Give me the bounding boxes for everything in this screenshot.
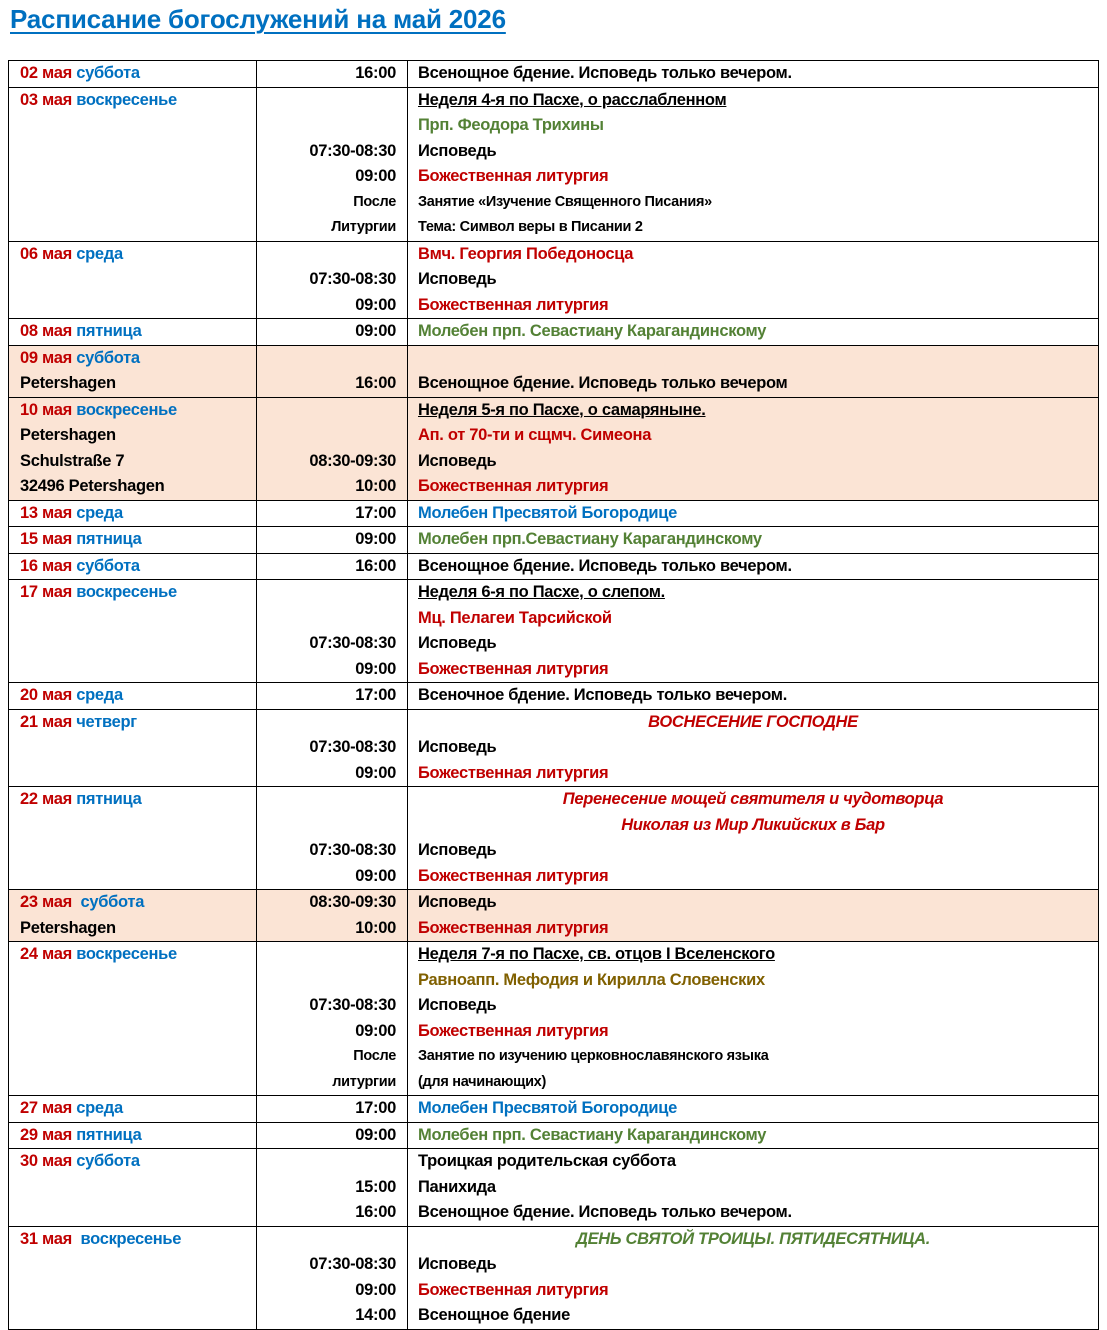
schedule-row <box>9 1122 1099 1149</box>
date-cell <box>9 942 257 1096</box>
event-line: Божественная литургия <box>418 1021 609 1040</box>
month-name: мая <box>37 530 77 548</box>
day-number: 22 <box>20 790 38 808</box>
schedule-row <box>9 1096 1099 1123</box>
date-cell <box>9 890 257 942</box>
place-line: Schulstraße 7 <box>20 451 125 470</box>
time-line: 09:00 <box>355 659 396 678</box>
month-name: мая <box>37 244 77 263</box>
time-cell <box>257 527 408 554</box>
day-number: 15 <box>20 530 38 548</box>
event-line: Вмч. Георгия Победоносца <box>418 244 634 263</box>
time-line: 07:30-08:30 <box>309 841 396 859</box>
date-line <box>9 1227 256 1253</box>
month-name: мая <box>37 90 77 109</box>
time-line: 07:30-08:30 <box>309 996 396 1014</box>
schedule-row <box>9 787 1099 890</box>
schedule-row <box>9 553 1099 580</box>
day-number: 23 <box>20 893 38 911</box>
weekday-name: воскресенье <box>76 400 177 419</box>
time-line: 16:00 <box>355 556 396 575</box>
event-line: Всеночное бдение. Исповедь только вечером. <box>418 686 787 704</box>
time-line <box>257 242 407 268</box>
weekday-name: среда <box>76 244 123 263</box>
time-line <box>257 942 407 968</box>
page-title: Расписание богослужений на май 2026 <box>10 4 506 34</box>
date-cell <box>9 61 257 88</box>
event-cell <box>408 1096 1099 1123</box>
event-line: Божественная литургия <box>418 866 609 885</box>
event-cell <box>408 319 1099 346</box>
date-line <box>9 683 256 709</box>
month-name: мая <box>37 400 77 419</box>
time-line: 09:00 <box>355 1021 396 1040</box>
time-line: 09:00 <box>355 763 396 782</box>
time-cell <box>257 580 408 683</box>
event-line: Всенощное бдение <box>418 1306 570 1324</box>
time-line <box>257 346 407 372</box>
weekday-name: суббота <box>80 893 145 911</box>
time-line <box>257 423 407 449</box>
date-line <box>9 1096 256 1122</box>
time-line: Литургии <box>331 219 396 235</box>
day-number: 09 <box>20 348 38 367</box>
event-cell <box>408 61 1099 88</box>
event-line: Исповедь <box>418 841 497 859</box>
time-line: 07:30-08:30 <box>309 141 396 160</box>
time-line: После <box>353 1048 396 1064</box>
event-cell <box>408 553 1099 580</box>
event-line: Исповедь <box>418 893 497 911</box>
time-line: 16:00 <box>355 1203 396 1221</box>
place-line: Petershagen <box>20 918 116 937</box>
month-name: мая <box>37 790 77 808</box>
event-line: Неделя 5-я по Пасхе, о самаряныне. <box>418 400 706 419</box>
date-cell <box>9 345 257 397</box>
date-line <box>9 242 256 268</box>
time-cell <box>257 1122 408 1149</box>
date-line <box>9 554 256 580</box>
weekday-name: пятница <box>76 530 142 548</box>
month-name: мая <box>37 556 77 575</box>
event-line: Божественная литургия <box>418 167 609 185</box>
event-line: Всенощное бдение. Исповедь только вечером. <box>418 556 792 575</box>
date-cell <box>9 1122 257 1149</box>
event-line: Божественная литургия <box>418 295 609 314</box>
event-line: Панихида <box>418 1177 496 1196</box>
time-cell <box>257 683 408 710</box>
schedule-row <box>9 319 1099 346</box>
event-line: Занятие по изучению церковнославянского языка <box>418 1048 769 1064</box>
time-cell <box>257 553 408 580</box>
date-cell <box>9 527 257 554</box>
schedule-row <box>9 709 1099 787</box>
event-line: (для начинающих) <box>418 1073 546 1090</box>
time-line: 07:30-08:30 <box>309 738 396 756</box>
event-cell <box>408 241 1099 319</box>
place-line: Petershagen <box>20 374 116 392</box>
date-line <box>9 787 256 813</box>
month-name: мая <box>37 64 77 82</box>
weekday-name: четверг <box>76 712 137 731</box>
time-line <box>257 88 407 114</box>
weekday-name: суббота <box>76 64 140 82</box>
month-name: мая <box>37 945 77 963</box>
weekday-name: суббота <box>76 348 140 367</box>
date-line <box>9 319 256 345</box>
date-cell <box>9 1149 257 1227</box>
schedule-row <box>9 942 1099 1096</box>
event-cell <box>408 683 1099 710</box>
month-name: мая <box>37 1125 77 1144</box>
event-line: Исповедь <box>418 451 497 470</box>
weekday-name: воскресенье <box>76 945 177 963</box>
day-number: 08 <box>20 322 38 340</box>
time-line: 08:30-09:30 <box>309 893 396 911</box>
date-line <box>9 1123 256 1149</box>
time-line: 09:00 <box>355 295 396 314</box>
month-name: мая <box>37 712 77 731</box>
day-number: 29 <box>20 1125 38 1144</box>
event-line: Исповедь <box>418 1255 497 1273</box>
event-line: Исповедь <box>418 996 497 1014</box>
date-cell <box>9 319 257 346</box>
event-line: Неделя 7-я по Пасхе, св. отцов I Вселенского <box>418 945 775 963</box>
date-line <box>9 710 256 736</box>
time-cell <box>257 345 408 397</box>
event-line: Исповедь <box>418 270 497 288</box>
event-line: Прп. Феодора Трихины <box>418 116 604 134</box>
time-line: После <box>353 193 396 210</box>
day-number: 30 <box>20 1152 38 1170</box>
place-line: 32496 Petershagen <box>20 477 165 495</box>
event-line: ВОСНЕСЕНИЕ ГОСПОДНЕ <box>648 712 858 731</box>
date-line <box>9 942 256 968</box>
month-name: мая <box>37 893 81 911</box>
schedule-row <box>9 397 1099 500</box>
time-line: 17:00 <box>355 1099 396 1117</box>
time-line <box>257 968 407 994</box>
date-cell <box>9 1226 257 1329</box>
time-line: литургии <box>332 1073 396 1090</box>
time-line: 09:00 <box>355 1125 396 1144</box>
date-cell <box>9 683 257 710</box>
event-line: Всенощное бдение. Исповедь только вечером. <box>418 1203 792 1221</box>
weekday-name: пятница <box>76 790 142 808</box>
event-line: Неделя 6-я по Пасхе, о слепом. <box>418 583 665 601</box>
schedule-row <box>9 1149 1099 1227</box>
time-line <box>257 580 407 606</box>
day-number: 02 <box>20 64 38 82</box>
time-line <box>257 787 407 813</box>
event-line: Божественная литургия <box>418 1280 609 1299</box>
day-number: 13 <box>20 503 38 522</box>
event-cell <box>408 942 1099 1096</box>
event-cell <box>408 787 1099 890</box>
weekday-name: пятница <box>76 322 142 340</box>
schedule-row <box>9 61 1099 88</box>
weekday-name: воскресенье <box>76 583 177 601</box>
date-cell <box>9 580 257 683</box>
event-line: Исповедь <box>418 634 497 652</box>
time-line: 07:30-08:30 <box>309 270 396 288</box>
event-line: ДЕНЬ СВЯТОЙ ТРОИЦЫ. ПЯТИДЕСЯТНИЦА. <box>575 1229 931 1248</box>
event-line: Мц. Пелагеи Тарсийской <box>418 608 612 627</box>
schedule-row <box>9 683 1099 710</box>
date-line <box>9 346 256 372</box>
day-number: 31 <box>20 1229 38 1248</box>
time-line: 17:00 <box>355 686 396 704</box>
time-line: 09:00 <box>355 167 396 185</box>
time-line: 17:00 <box>355 503 396 522</box>
event-line: Исповедь <box>418 141 497 160</box>
date-line <box>9 1149 256 1175</box>
date-cell <box>9 1096 257 1123</box>
event-cell <box>408 1226 1099 1329</box>
event-line: Всенощное бдение. Исповедь только вечером. <box>418 64 792 82</box>
date-cell <box>9 397 257 500</box>
month-name: мая <box>37 348 77 367</box>
event-line: Троицкая родительская суббота <box>418 1152 676 1170</box>
schedule-row <box>9 1226 1099 1329</box>
event-line: Молебен Пресвятой Богородице <box>418 1099 678 1117</box>
time-line: 07:30-08:30 <box>309 634 396 652</box>
time-line <box>257 1149 407 1175</box>
time-line <box>257 1227 407 1253</box>
month-name: мая <box>37 1152 77 1170</box>
month-name: мая <box>37 1099 77 1117</box>
time-line: 09:00 <box>355 866 396 885</box>
time-line: 15:00 <box>355 1177 396 1196</box>
time-cell <box>257 319 408 346</box>
event-line: Неделя 4-я по Пасхе, о расслабленном <box>418 90 727 109</box>
event-cell <box>408 500 1099 527</box>
event-line: Всенощное бдение. Исповедь только вечером <box>418 374 788 392</box>
time-line: 09:00 <box>355 322 396 340</box>
time-line: 08:30-09:30 <box>309 451 396 470</box>
time-line <box>257 710 407 736</box>
day-number: 24 <box>20 945 38 963</box>
schedule-row <box>9 500 1099 527</box>
time-cell <box>257 61 408 88</box>
place-line: Petershagen <box>20 426 116 444</box>
date-line <box>9 88 256 114</box>
day-number: 06 <box>20 244 38 263</box>
weekday-name: воскресенье <box>76 90 177 109</box>
day-number: 20 <box>20 686 38 704</box>
date-line <box>9 580 256 606</box>
event-line: Молебен прп.Севастиану Карагандинскому <box>418 530 762 548</box>
month-name: мая <box>37 583 77 601</box>
date-cell <box>9 87 257 241</box>
time-cell <box>257 1149 408 1227</box>
event-line: Божественная литургия <box>418 763 609 782</box>
day-number: 10 <box>20 400 38 419</box>
time-line: 07:30-08:30 <box>309 1255 396 1273</box>
date-cell <box>9 787 257 890</box>
event-line: Перенесение мощей святителя и чудотворца <box>562 790 944 808</box>
day-number: 16 <box>20 556 38 575</box>
date-cell <box>9 709 257 787</box>
event-cell <box>408 890 1099 942</box>
time-line: 16:00 <box>355 64 396 82</box>
time-cell <box>257 397 408 500</box>
event-cell <box>408 580 1099 683</box>
date-line <box>9 501 256 527</box>
time-line: 10:00 <box>355 918 396 937</box>
weekday-name: среда <box>76 503 123 522</box>
schedule-row <box>9 890 1099 942</box>
date-line <box>9 61 256 87</box>
month-name: мая <box>37 322 77 340</box>
time-line: 16:00 <box>355 374 396 392</box>
schedule-row <box>9 527 1099 554</box>
weekday-name: среда <box>76 686 123 704</box>
date-cell <box>9 241 257 319</box>
event-cell <box>408 1149 1099 1227</box>
time-cell <box>257 241 408 319</box>
day-number: 21 <box>20 712 38 731</box>
month-name: мая <box>37 686 77 704</box>
event-line <box>408 346 1098 372</box>
time-line <box>257 813 407 839</box>
event-line: Занятие «Изучение Священного Писания» <box>418 193 712 210</box>
time-cell <box>257 1096 408 1123</box>
date-line <box>9 398 256 424</box>
time-line <box>257 113 407 139</box>
schedule-table <box>8 60 1099 1330</box>
time-cell <box>257 787 408 890</box>
day-number: 27 <box>20 1099 38 1117</box>
time-cell <box>257 1226 408 1329</box>
event-line: Молебен Пресвятой Богородице <box>418 503 678 522</box>
month-name: мая <box>37 1229 81 1248</box>
time-line <box>257 606 407 632</box>
weekday-name: воскресенье <box>80 1229 182 1248</box>
date-line <box>9 890 256 916</box>
event-cell <box>408 1122 1099 1149</box>
day-number: 17 <box>20 583 38 601</box>
event-line: Тема: Символ веры в Писании 2 <box>418 219 643 235</box>
event-cell <box>408 87 1099 241</box>
date-line <box>9 527 256 553</box>
time-line: 14:00 <box>355 1306 396 1324</box>
event-line: Божественная литургия <box>418 659 609 678</box>
schedule-row <box>9 580 1099 683</box>
weekday-name: суббота <box>76 1152 140 1170</box>
schedule-row <box>9 241 1099 319</box>
event-line: Молебен прп. Севастиану Карагандинскому <box>418 322 767 340</box>
event-line: Равноапп. Мефодия и Кирилла Словенских <box>418 970 765 989</box>
time-cell <box>257 890 408 942</box>
event-line: Николая из Мир Ликийских в Бар <box>621 815 885 834</box>
weekday-name: суббота <box>76 556 140 575</box>
time-cell <box>257 500 408 527</box>
schedule-row <box>9 345 1099 397</box>
event-cell <box>408 345 1099 397</box>
event-line: Божественная литургия <box>418 918 609 937</box>
time-line <box>257 398 407 424</box>
month-name: мая <box>37 503 77 522</box>
event-line: Божественная литургия <box>418 477 609 495</box>
time-line: 10:00 <box>355 477 396 495</box>
event-cell <box>408 397 1099 500</box>
schedule-row <box>9 87 1099 241</box>
time-line: 09:00 <box>355 530 396 548</box>
date-cell <box>9 500 257 527</box>
time-line: 09:00 <box>355 1280 396 1299</box>
event-line: Ап. от 70-ти и сщмч. Симеона <box>418 426 652 444</box>
weekday-name: пятница <box>76 1125 142 1144</box>
event-cell <box>408 527 1099 554</box>
event-line: Исповедь <box>418 738 497 756</box>
weekday-name: среда <box>76 1099 123 1117</box>
time-cell <box>257 87 408 241</box>
event-cell <box>408 709 1099 787</box>
time-cell <box>257 709 408 787</box>
time-cell <box>257 942 408 1096</box>
date-cell <box>9 553 257 580</box>
day-number: 03 <box>20 90 38 109</box>
event-line: Молебен прп. Севастиану Карагандинскому <box>418 1125 767 1144</box>
